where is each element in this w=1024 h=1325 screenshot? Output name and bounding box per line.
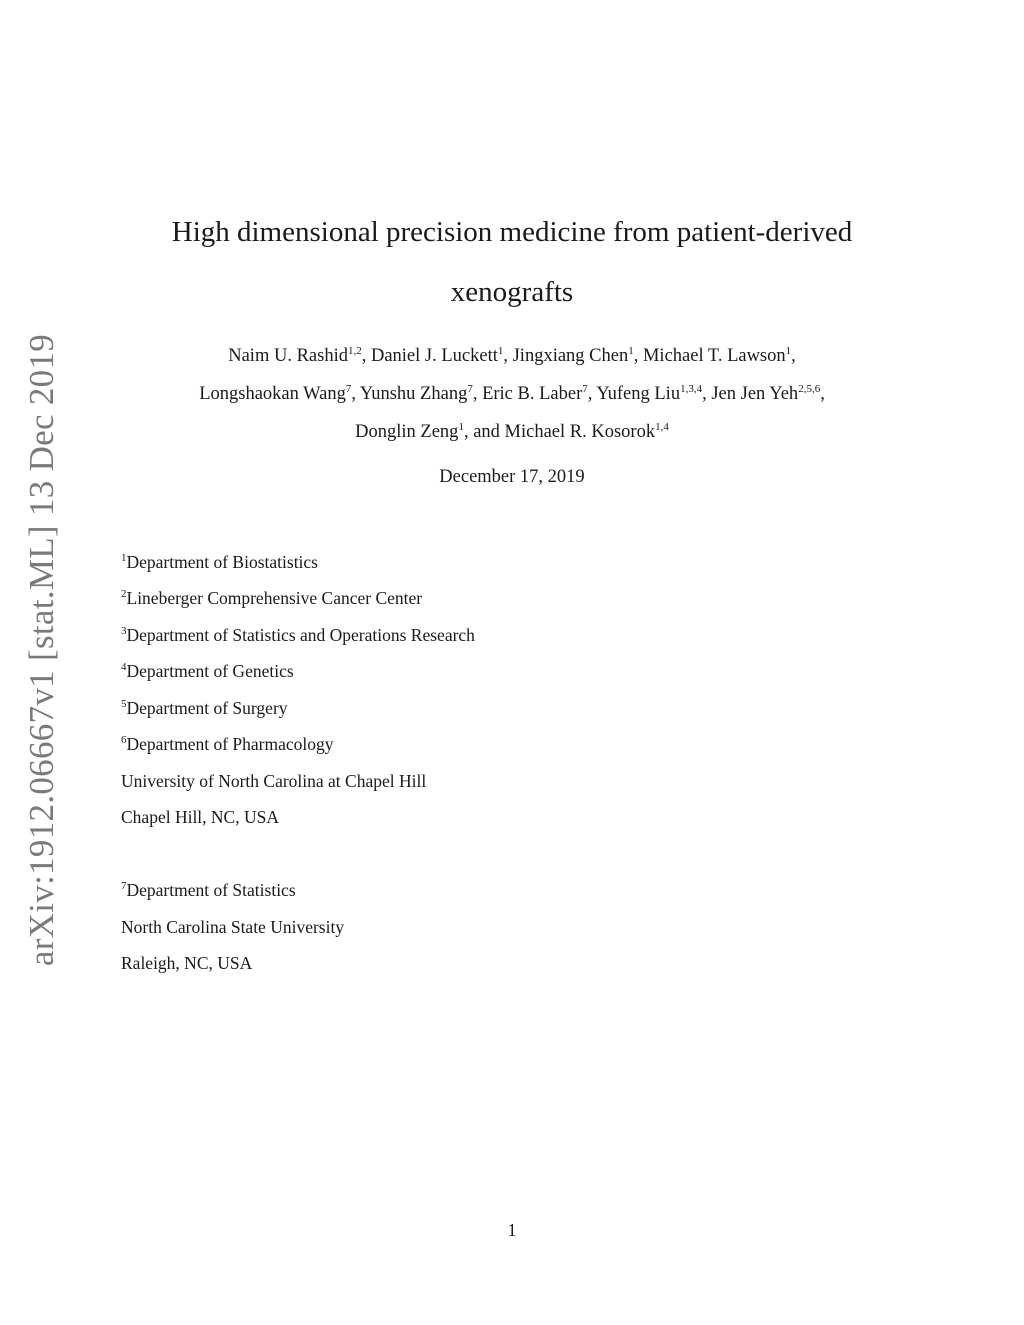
- affiliation-text: Department of Biostatistics: [126, 552, 318, 572]
- arxiv-identifier-stamp: arXiv:1912.06667v1 [stat.ML] 13 Dec 2019: [22, 333, 61, 967]
- affiliation-marker: 4: [121, 661, 127, 673]
- affiliation-text: Lineberger Comprehensive Cancer Center: [126, 588, 423, 608]
- affiliation-marker: 6: [121, 734, 127, 746]
- author-separator: ,: [702, 384, 712, 404]
- affiliation-marker: 5: [121, 698, 127, 710]
- author-name: Yunshu Zhang: [359, 384, 468, 404]
- publication-date: December 17, 2019: [439, 467, 585, 487]
- author-name: Jingxiang Chen: [512, 346, 629, 366]
- author-name: Yufeng Liu: [596, 384, 681, 404]
- affiliation-text: Chapel Hill, NC, USA: [121, 807, 279, 827]
- paper-title-line-1: High dimensional precision medicine from patient-derived: [171, 216, 853, 248]
- author-affiliation-marker: 2,5,6: [798, 383, 821, 395]
- author-affiliation-marker: 1,2: [347, 345, 362, 357]
- author-name: Naim U. Rashid: [228, 346, 348, 366]
- affiliation-marker: 2: [121, 588, 127, 600]
- affiliation-line: [121, 734, 334, 755]
- author-separator: , and: [463, 422, 505, 442]
- author-name: Eric B. Laber: [482, 384, 583, 404]
- author-name: Daniel J. Luckett: [370, 346, 498, 366]
- affiliation-line: [121, 552, 318, 573]
- author-name: Michael R. Kosorok: [504, 422, 656, 442]
- affiliation-line: [121, 917, 344, 938]
- affiliation-line: [121, 953, 252, 974]
- affiliation-text: Department of Statistics: [126, 880, 296, 900]
- author-name: Jen Jen Yeh: [711, 384, 799, 404]
- author-affiliation-marker: 1: [628, 345, 634, 357]
- affiliation-line: [121, 771, 426, 792]
- author-affiliation-marker: 7: [345, 383, 352, 395]
- affiliation-line: [121, 625, 475, 646]
- affiliation-line: [121, 698, 288, 719]
- author-separator: ,: [791, 346, 796, 366]
- author-separator: ,: [820, 384, 825, 404]
- author-separator: ,: [351, 384, 360, 404]
- affiliation-line: [121, 661, 294, 682]
- author-affiliation-marker: 1,4: [655, 421, 669, 433]
- affiliation-marker: 1: [121, 552, 127, 564]
- affiliation-line: [121, 880, 296, 901]
- affiliation-text: Department of Genetics: [126, 661, 294, 681]
- affiliation-marker: 3: [121, 625, 127, 637]
- author-line-2: [0, 384, 1024, 405]
- affiliation-text: Department of Pharmacology: [126, 734, 334, 754]
- author-affiliation-marker: 7: [582, 383, 588, 395]
- author-separator: ,: [587, 384, 597, 404]
- affiliation-line: [121, 807, 279, 828]
- author-separator: ,: [503, 346, 513, 366]
- author-separator: ,: [472, 384, 483, 404]
- page-number: 1: [507, 1220, 517, 1240]
- author-name: Longshaokan Wang: [199, 384, 346, 404]
- affiliation-text: University of North Carolina at Chapel Hill: [121, 771, 427, 791]
- paper-title-line-2: xenografts: [450, 276, 574, 308]
- affiliation-text: Department of Statistics and Operations Research: [126, 625, 475, 645]
- affiliation-text: Department of Surgery: [126, 698, 288, 718]
- author-separator: ,: [633, 346, 643, 366]
- author-line-3: [0, 422, 1024, 443]
- author-line-1: [0, 346, 1024, 367]
- affiliation-line: [121, 588, 422, 609]
- affiliation-text: Raleigh, NC, USA: [121, 953, 253, 973]
- author-affiliation-marker: 7: [467, 383, 473, 395]
- author-affiliation-marker: 1: [458, 421, 464, 433]
- affiliation-marker: 7: [121, 880, 127, 892]
- author-affiliation-marker: 1,3,4: [680, 383, 703, 395]
- author-separator: ,: [361, 346, 371, 366]
- author-affiliation-marker: 1: [785, 345, 792, 357]
- author-name: Michael T. Lawson: [642, 346, 786, 366]
- author-name: Donglin Zeng: [355, 422, 459, 442]
- paper-title: [0, 202, 1024, 322]
- author-affiliation-marker: 1: [497, 345, 504, 357]
- affiliation-text: North Carolina State University: [121, 917, 345, 937]
